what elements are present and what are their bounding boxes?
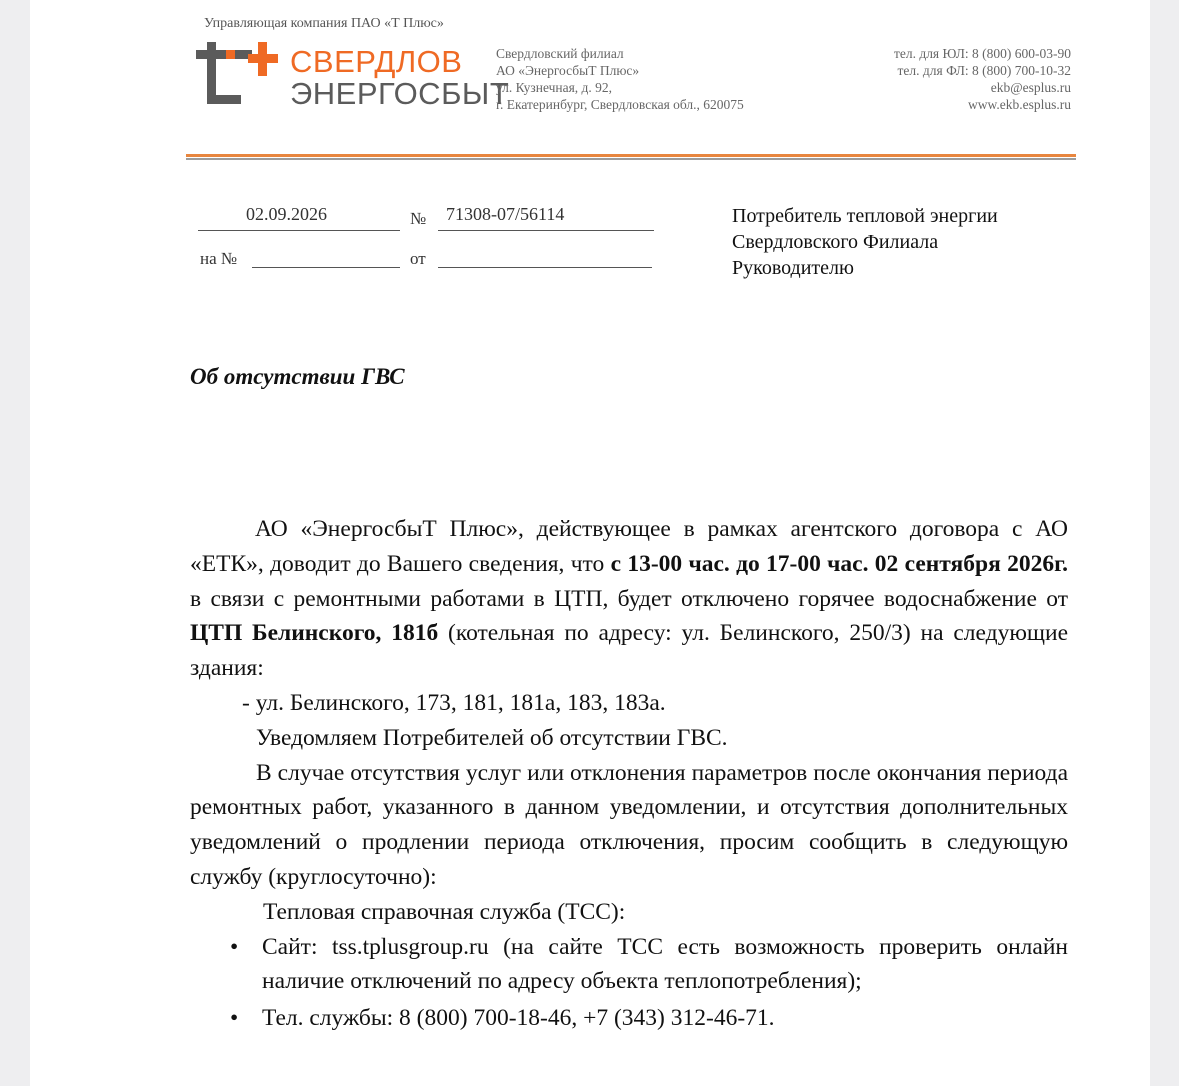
date-underline — [198, 230, 400, 231]
addressee-line: Потребитель тепловой энергии — [732, 205, 998, 227]
notice-line: Уведомляем Потребителей об отсутствии ГВС. — [256, 724, 728, 751]
document-number: 71308-07/56114 — [446, 204, 565, 224]
letter-subject: Об отсутствии ГВС — [190, 364, 405, 389]
contact-info — [894, 45, 1071, 113]
branch-line: ул. Кузнечная, д. 92, — [496, 80, 613, 95]
contact-request-paragraph: В случае отсутствия услуг или отклонения параметров после окончания периода ремонтных работ, указанного в данном уведомлении, и отсутствия дополнительных уведомлений о продлении периода отключения, просим сообщить в следующую службу (круглосуточно): — [190, 759, 1068, 890]
brand-name-line1: СВЕРДЛОВ — [290, 44, 463, 79]
ref-number-label: на № — [200, 249, 238, 268]
branch-line: АО «ЭнергосбыТ Плюс» — [496, 63, 640, 78]
ref-number-underline — [252, 267, 400, 268]
addressee-block — [732, 203, 998, 281]
branch-address — [496, 45, 744, 113]
ref-date-label: от — [410, 249, 426, 268]
addressee-line: Свердловского Филиала — [732, 231, 939, 253]
addressee-line: Руководителю — [732, 257, 854, 279]
bullet-icon: • — [230, 1005, 239, 1032]
letter-body — [190, 512, 1068, 1036]
service-name: Тепловая справочная служба (ТСС): — [263, 898, 626, 925]
header-divider-orange — [186, 154, 1076, 157]
main-paragraph: АО «ЭнергосбыТ Плюс», действующее в рамках агентского договора с АО «ЕТК», доводит до Вашего сведения, что с 13-00 час. до 17-00 час. 02 сентября 2026г. в связи с ремонтными работами в ЦТП, будет отключено горячее водоснабжение от ЦТП Белинского, 181б (котельная по адресу: ул. Белинского, 250/3) на следующие здания: — [190, 516, 1069, 682]
document-date: 02.09.2026 — [246, 204, 327, 224]
ref-date-underline — [438, 267, 652, 268]
branch-line: г. Екатеринбург, Свердловская обл., 620075 — [496, 97, 744, 112]
number-label: № — [410, 209, 427, 228]
branch-line: Свердловский филиал — [496, 46, 624, 61]
document-page — [30, 0, 1150, 1086]
phone-individual: тел. для ФЛ: 8 (800) 700-10-32 — [897, 63, 1071, 78]
t-plus-logo-icon — [190, 38, 282, 108]
outage-source: ЦТП Белинского, 181б — [190, 620, 439, 647]
bullet-item-website: • Сайт: tss.tplusgroup.ru (на сайте ТСС есть возможность проверить онлайн наличие отключений по адресу объекта теплопотребления); — [190, 930, 1068, 1000]
parent-company: Управляющая компания ПАО «Т Плюс» — [204, 16, 444, 31]
buildings-list: - ул. Белинского, 173, 181, 181а, 183, 183а. — [242, 689, 666, 716]
bullet-icon: • — [230, 933, 239, 960]
brand-name-line2: ЭНЕРГОСБЫТ — [290, 76, 510, 111]
phone-legal: тел. для ЮЛ: 8 (800) 600-03-90 — [893, 46, 1071, 61]
website-link[interactable]: www.ekb.esplus.ru — [968, 97, 1071, 112]
outage-period: с 13-00 час. до 17-00 час. 02 сентября 2026г. — [610, 550, 1068, 577]
number-underline — [438, 230, 654, 231]
bullet-item-phone: • Тел. службы: 8 (800) 700-18-46, +7 (343) 312-46-71. — [190, 1001, 1068, 1036]
email-link[interactable]: ekb@esplus.ru — [990, 80, 1071, 95]
header-divider-gray — [186, 158, 1076, 160]
